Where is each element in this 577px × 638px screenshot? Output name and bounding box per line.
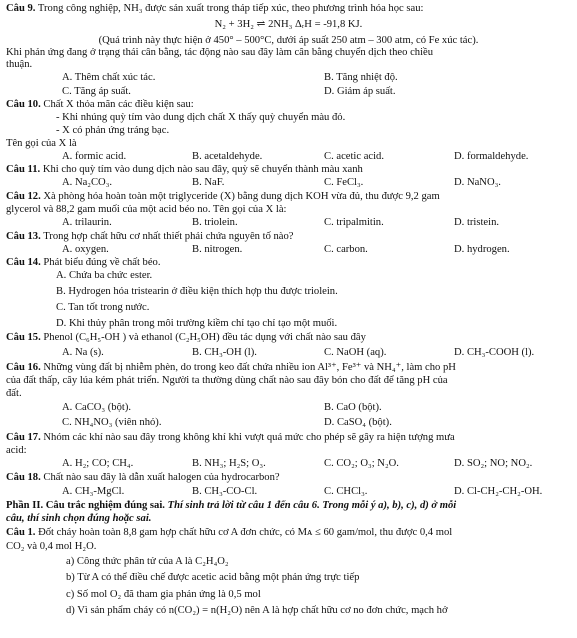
- q12-label: Câu 12.: [6, 191, 41, 202]
- q17-label: Câu 17.: [6, 432, 41, 443]
- q11-option-d[interactable]: D. NaNO₃.: [454, 177, 501, 188]
- p2q1-statement-c[interactable]: c) Số mol O₂ đã tham gia phản ứng là 0,5 mol: [66, 589, 261, 600]
- q11-option-c[interactable]: C. FeCl₃.: [324, 177, 364, 188]
- q16-label: Câu 16.: [6, 362, 41, 373]
- q12-option-d[interactable]: D. tristein.: [454, 217, 500, 228]
- q13-option-b[interactable]: B. nitrogen.: [192, 244, 243, 255]
- q17-option-c[interactable]: C. CO₂; O₃; N₂O.: [324, 458, 399, 469]
- q18-text: Chất nào sau đây là dẫn xuất halogen của hydrocarbon?: [43, 472, 280, 483]
- q18-option-a[interactable]: A. CH₃-MgCl.: [62, 486, 125, 497]
- q12-option-c[interactable]: C. tripalmitin.: [324, 217, 384, 228]
- q13-option-c[interactable]: C. carbon.: [324, 244, 368, 255]
- q13-option-d[interactable]: D. hydrogen.: [454, 244, 510, 255]
- q12-option-a[interactable]: A. trilaurin.: [62, 217, 112, 228]
- q18-option-c[interactable]: C. CHCl₃.: [324, 486, 368, 497]
- q17-option-a[interactable]: A. H₂; CO; CH₄.: [62, 458, 134, 469]
- q16-stem-line1: [6, 362, 456, 374]
- q17-text-line1: Nhóm các khí nào sau đây trong không khí khi vượt quá mức cho phép sẽ gây ra hiện tượng mưa: [43, 432, 455, 443]
- q10-option-a[interactable]: A. formic acid.: [62, 151, 127, 162]
- q15-text: Phenol (C₆H₅-OH ) và ethanol (C₂H₅OH) đều tác dụng với chất nào sau đây: [43, 332, 366, 343]
- q15-stem: [6, 332, 366, 344]
- p2q1-label: Câu 1.: [6, 527, 36, 538]
- q14-option-b[interactable]: B. Hydrogen hóa tristearin ở điều kiện thích hợp thu được triolein.: [56, 286, 338, 297]
- q14-text: Phát biểu đúng về chất béo.: [43, 257, 161, 268]
- q13-text: Trong hợp chất hữu cơ nhất thiết phải chứa nguyên tố nào?: [43, 231, 294, 242]
- q9-equation: N₂ + 3H₂ ⇌ 2NH₃ ΔᵣH = -91,8 KJ.: [214, 19, 363, 30]
- q9-stem: [6, 3, 423, 15]
- part2-title: Phần II. Câu trắc nghiệm đúng sai.: [6, 500, 165, 511]
- p2q1-statement-a[interactable]: a) Công thức phân tử của A là C₂H₄O₂: [66, 556, 229, 567]
- q10-label: Câu 10.: [6, 99, 41, 110]
- q18-stem: [6, 472, 280, 484]
- p2q1-stem-line1: [6, 527, 452, 539]
- q9-option-a[interactable]: A. Thêm chất xúc tác.: [62, 72, 156, 83]
- part2-instructions-line2: câu, thí sinh chọn đúng hoặc sai.: [6, 513, 152, 524]
- q16-option-a[interactable]: A. CaCO₃ (bột).: [62, 402, 132, 413]
- q18-option-d[interactable]: D. Cl-CH₂-CH₂-OH.: [454, 486, 543, 497]
- q15-label: Câu 15.: [6, 332, 41, 343]
- q16-option-c[interactable]: C. NH₄NO₃ (viên nhỏ).: [62, 417, 162, 428]
- q11-stem: [6, 164, 363, 176]
- q15-option-a[interactable]: A. Na (s).: [62, 347, 104, 358]
- q15-option-b[interactable]: B. CH₃-OH (l).: [192, 347, 257, 358]
- q10-condition-2: - X có phản ứng tráng bạc.: [56, 125, 170, 136]
- q9-option-b[interactable]: B. Tăng nhiệt độ.: [324, 72, 398, 83]
- q9-question-line1: Khi phản ứng đang ở trạng thái cân bằng, tác động nào sau đây làm cân bằng chuyển dịch theo chiều: [6, 47, 434, 58]
- q14-stem: [6, 257, 160, 269]
- q18-label: Câu 18.: [6, 472, 41, 483]
- q10-condition-1: - Khi nhúng quỳ tím vào dung dịch chất X thấy quỳ chuyển màu đỏ.: [56, 112, 346, 123]
- q10-option-d[interactable]: D. formaldehyde.: [454, 151, 529, 162]
- q15-option-d[interactable]: D. CH₃-COOH (l).: [454, 347, 535, 358]
- p2q1-text-line2: CO₂ và 0,4 mol H₂O.: [6, 541, 97, 552]
- q9-text: Trong công nghiệp, NH₃ được sản xuất trong tháp tiếp xúc, theo phương trình hóa học sau:: [37, 3, 424, 14]
- part2-instructions-line1: Thí sinh trả lời từ câu 1 đến câu 6. Trong mỗi ý a), b), c), d) ở mỗi: [167, 500, 457, 511]
- q9-option-c[interactable]: C. Tăng áp suất.: [62, 86, 131, 97]
- q13-label: Câu 13.: [6, 231, 41, 242]
- q11-option-a[interactable]: A. Na₂CO₃.: [62, 177, 113, 188]
- q10-ask: Tên gọi của X là: [6, 138, 77, 149]
- q9-option-d[interactable]: D. Giảm áp suất.: [324, 86, 396, 97]
- q11-label: Câu 11.: [6, 164, 41, 175]
- p2q1-statement-d[interactable]: d) Vì sản phẩm cháy có n(CO₂) = n(H₂O) nên A là hợp chất hữu cơ no đơn chức, mạch hở: [66, 605, 448, 616]
- p2q1-text-line1: Đốt cháy hoàn toàn 8,8 gam hợp chất hữu cơ A đơn chức, có Mᴀ ≤ 60 gam/mol, thu được 0,4 mol: [38, 527, 453, 538]
- q17-option-b[interactable]: B. NH₃; H₂S; O₃.: [192, 458, 266, 469]
- q17-stem-line1: [6, 432, 455, 444]
- q12-text-line1: Xà phòng hóa hoàn toàn một triglyceride (X) bằng dung dịch KOH vừa đủ, thu được 9,2 gam: [43, 191, 440, 202]
- q11-text: Khi cho quỳ tím vào dung dịch nào sau đây, quỳ sẽ chuyển thành màu xanh: [42, 164, 363, 175]
- q11-option-b[interactable]: B. NaF.: [192, 177, 225, 188]
- q13-stem: [6, 231, 294, 243]
- part2-header: [6, 500, 456, 512]
- q18-option-b[interactable]: B. CH₃-CO-Cl.: [192, 486, 258, 497]
- q14-label: Câu 14.: [6, 257, 41, 268]
- q16-option-b[interactable]: B. CaO (bột).: [324, 402, 382, 413]
- q17-text-line2: acid:: [6, 445, 27, 456]
- q14-option-d[interactable]: D. Khi thủy phân trong môi trường kiềm chỉ tạo chỉ tạo một muối.: [56, 318, 338, 329]
- q16-option-d[interactable]: D. CaSO₄ (bột).: [324, 417, 392, 428]
- q12-option-b[interactable]: B. triolein.: [192, 217, 238, 228]
- q10-text: Chất X thỏa mãn các điều kiện sau:: [43, 99, 194, 110]
- q14-option-a[interactable]: A. Chứa ba chức ester.: [56, 270, 153, 281]
- q14-option-c[interactable]: C. Tan tốt trong nước.: [56, 302, 150, 313]
- q10-stem: [6, 99, 194, 111]
- q16-text-line3: đất.: [6, 388, 22, 399]
- p2q1-statement-b[interactable]: b) Từ A có thể điều chế được acetic acid bằng một phản ứng trực tiếp: [66, 572, 360, 583]
- q9-question-line2: thuận.: [6, 59, 33, 70]
- q10-option-b[interactable]: B. acetaldehyde.: [192, 151, 263, 162]
- q16-text-line1: Những vùng đất bị nhiễm phèn, do trong keo đất chứa nhiều ion Al³⁺, Fe³⁺ và NH₄⁺, làm cho pH: [43, 362, 456, 373]
- q13-option-a[interactable]: A. oxygen.: [62, 244, 109, 255]
- q9-label: Câu 9.: [6, 3, 36, 14]
- q15-option-c[interactable]: C. NaOH (aq).: [324, 347, 387, 358]
- q9-condition: (Quá trình này thực hiện ở 450° – 500°C, dưới áp suất 250 atm – 300 atm, có Fe xúc tác).: [98, 35, 479, 46]
- q17-option-d[interactable]: D. SO₂; NO; NO₂.: [454, 458, 533, 469]
- q10-option-c[interactable]: C. acetic acid.: [324, 151, 384, 162]
- q12-stem-line1: [6, 191, 440, 203]
- q12-text-line2: glycerol và 88,2 gam muối của một acid béo no. Tên gọi của X là:: [6, 204, 287, 215]
- q16-text-line2: của đất thấp, cây lúa kém phát triển. Người ta thường dùng chất nào sau đây bón cho đất để tăng pH của: [6, 375, 448, 386]
